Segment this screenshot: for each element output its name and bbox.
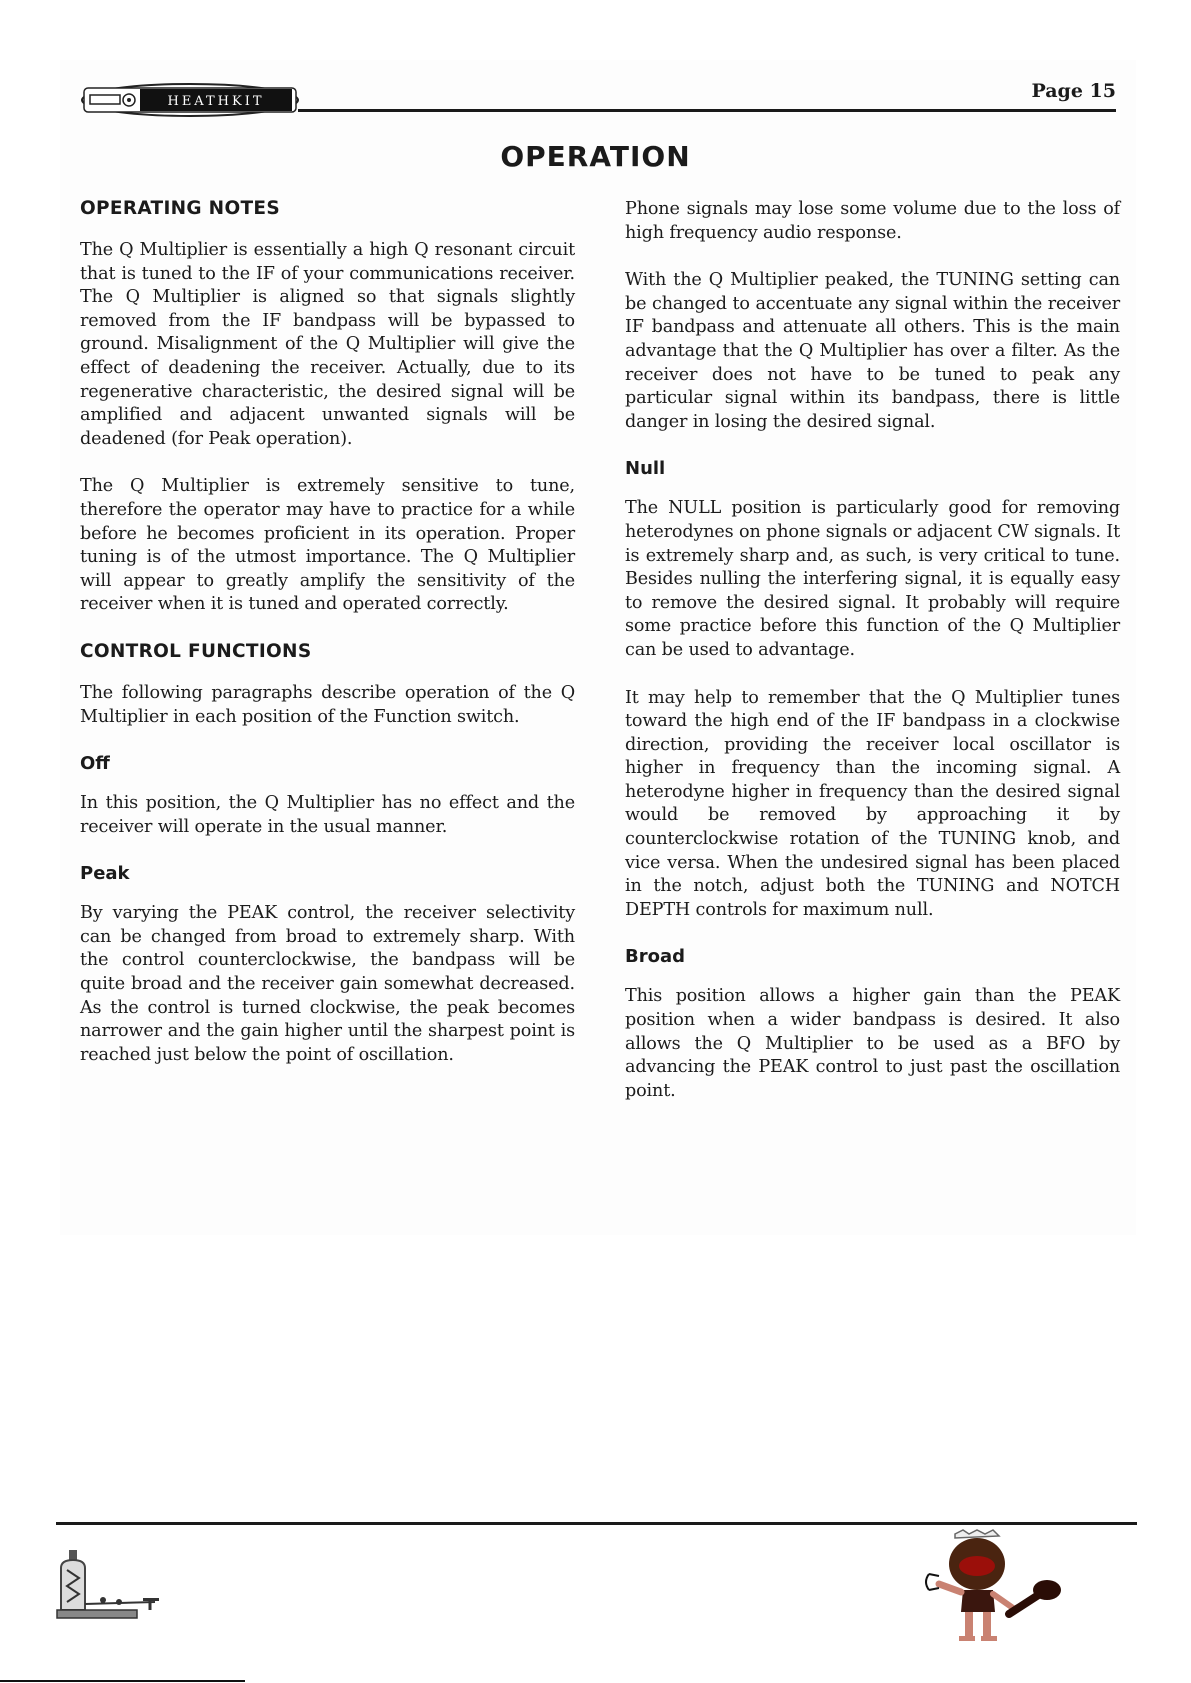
operating-notes-paragraph: The Q Multiplier is extremely sensitive to tune, therefore the operator may have to practice for a while before he becomes proficient in its operation. Proper tuning is of the utmost importance. The Q Multiplier will appear to greatly amplify the sensitivity of the receiver when it is tuned and operated correctly.	[80, 476, 575, 615]
page-number: Page 15	[1031, 80, 1116, 102]
caveman-mascot-icon	[905, 1528, 1065, 1648]
off-paragraph: In this position, the Q Multiplier has no effect and the receiver will operate in the usual manner.	[80, 793, 575, 837]
control-functions-heading: CONTROL FUNCTIONS	[80, 640, 312, 662]
off-heading: Off	[80, 753, 110, 775]
peak-continued-paragraph: Phone signals may lose some volume due to the loss of high frequency audio response.	[625, 199, 1120, 243]
control-functions-intro: The following paragraphs describe operation of the Q Multiplier in each position of the Function switch.	[80, 682, 575, 727]
null-paragraph: It may help to remember that the Q Multiplier tunes toward the high end of the IF bandpass in a clockwise direction, providing the receiver local oscillator is higher in frequency than the incoming signal. A heterodyne higher in frequency than the desired signal would be removed by approaching it by counterclockwise rotation of the TUNING knob, and vice versa. When the undesired signal has been placed in the notch, adjust both the TUNING and NOTCH DEPTH controls for maximum null.	[625, 687, 1120, 920]
heathkit-logo	[80, 82, 300, 118]
null-heading: Null	[625, 458, 666, 480]
operating-notes-paragraph: The Q Multiplier is essentially a high Q resonant circuit that is tuned to the IF of your communications receiver. The Q Multiplier is aligned so that signals slightly removed from the IF bandpass will be bypassed to ground. Misalignment of the Q Multiplier will give the effect of deadening the receiver. Actually, due to its regenerative characteristic, the desired signal will be amplified and adjacent unwanted signals will be deadened (for Peak operation).	[80, 240, 575, 449]
peak-paragraph: By varying the PEAK control, the receiver selectivity can be changed from broad to extremely sharp. With the control counterclockwise, the bandpass will be quite broad and the receiver gain somewhat decreased. As the control is turned clockwise, the peak becomes narrower and the gain higher until the sharpest point is reached just below the point of oscillation.	[80, 903, 575, 1065]
broad-paragraph: This position allows a higher gain than the PEAK position when a wider bandpass is desired. It also allows the Q Multiplier to be used as a BFO by advancing the PEAK control to just past the oscillation point.	[625, 986, 1120, 1101]
page-title: OPERATION	[500, 140, 691, 173]
peak-heading: Peak	[80, 863, 130, 885]
null-paragraph: The NULL position is particularly good for removing heterodynes on phone signals or adjacent CW signals. It is extremely sharp and, as such, is very critical to tune. Besides nulling the interfering signal, it is equally easy to remove the desired signal. It probably will require some practice before this function of the Q Multiplier can be used to advantage.	[625, 498, 1120, 660]
operating-notes-heading: OPERATING NOTES	[80, 198, 280, 219]
right-column	[625, 198, 1120, 1127]
peak-continued-paragraph: With the Q Multiplier peaked, the TUNING setting can be changed to accentuate any signal within the receiver IF bandpass and attenuate all others. This is the main advantage that the Q Multiplier has over a filter. As the receiver does not have to be tuned to peak any particular signal within its bandpass, there is little danger in losing the desired signal.	[625, 270, 1120, 432]
header-rule	[298, 109, 1116, 112]
footer-rule	[56, 1522, 1137, 1525]
vacuum-tube-telegraph-key-icon	[55, 1548, 165, 1628]
broad-heading: Broad	[625, 946, 685, 968]
bottom-edge-rule	[0, 1680, 245, 1682]
brand-name: HEATHKIT	[167, 94, 265, 109]
left-column	[80, 198, 575, 1091]
